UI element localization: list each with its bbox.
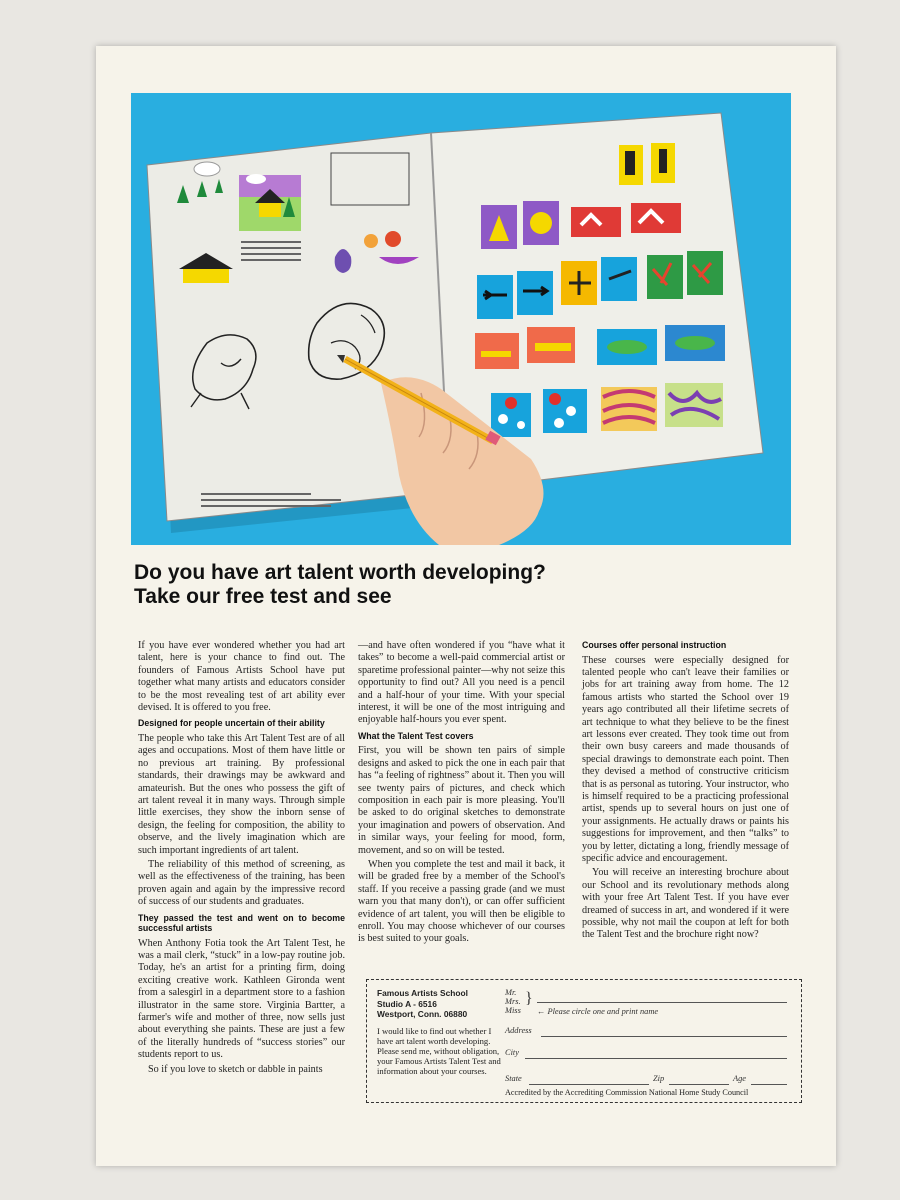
name-hint: ← Please circle one and print name xyxy=(537,1007,659,1016)
subheading: Courses offer personal instruction xyxy=(582,640,727,650)
column-2 xyxy=(358,640,565,948)
zip-label: Zip xyxy=(653,1074,665,1083)
subheading: What the Talent Test covers xyxy=(358,730,474,741)
headline-line2: Take our free test and see xyxy=(134,585,392,608)
state-field[interactable] xyxy=(529,1084,649,1085)
art-test-book-illustration xyxy=(131,93,791,545)
paragraph: These courses were especially designed for talented people who can't leave their families or jobs for art training away from home. The 12 famous artists who started the School over 19 years ago contributed all their lifetime secrets of art technique to what they believe to be the finest art lessons ever created. They took time out from their own busy careers and made thousands of special drawings to demonstrate each point. Then they devised a method of constructive criticism that is as personal as tutoring. Your instructor, who is himself required to be a practicing professional artist, spends up to several hours on just one of your assignments. He actually draws or paints his suggestions for improvement, and then “talks” to you by letter, dictating a long, friendly message of specific advice and encouragement. xyxy=(582,654,790,864)
paragraph: When Anthony Fotia took the Art Talent Test, he was a mail clerk, “stuck” in a low-pay routine job. Today, he's an artist for a printing firm, doing exciting creative work. Kathleen Gironda went from a salesgirl in a department store to a fashion illustrator in the same store. Virginia Bartter, a farmer's wife and mother of three, now sells just about everything she paints. These are just a few of the literally hundreds of “success stories” our students report to us. xyxy=(138,937,345,1061)
state-label: State xyxy=(505,1074,522,1083)
school-address xyxy=(377,988,505,1020)
paragraph: —and have often wondered if you “have what it takes” to become a well-paid commercial artist or sparetime professional painter—why not seize this opportunity to find out? All you need is a pencil and a half-hour of your time. With your special interest, it will be one of the most intriguing and enjoyable half-hours you ever spent. xyxy=(358,640,565,726)
paragraph: The reliability of this method of screening, as well as the effectiveness of the training, has been proven again and again by the impressive record of success of our students and graduates. xyxy=(138,859,345,908)
column-3 xyxy=(582,640,789,944)
magazine-back-cover xyxy=(96,46,836,1166)
school-name: Famous Artists School xyxy=(377,988,468,998)
headline-line1: Do you have art talent worth developing? xyxy=(134,561,546,584)
studio-code: Studio A - 6516 xyxy=(377,998,437,1009)
subheading: Designed for people uncertain of their ability xyxy=(138,718,325,729)
brace-symbol: } xyxy=(525,990,533,1007)
subheading: They passed the test and went on to become successful artists xyxy=(138,912,345,934)
name-hint-text: Please circle one and print name xyxy=(547,1007,659,1016)
paragraph: When you complete the test and mail it back, it will be graded free by a member of the School's staff. If you receive a passing grade (and we must warn you that many don't), or can offer sufficient evidence of art talent, you will then be eligible to enroll. You may choose whichever of our courses is best suited to your goals. xyxy=(358,859,565,945)
mail-in-coupon xyxy=(366,979,802,1103)
zip-field[interactable] xyxy=(669,1084,729,1085)
address-label: Address xyxy=(505,1026,532,1035)
paragraph: If you have ever wondered whether you had art talent, here is your chance to find out. The founders of Famous Artists School have put together what many artists and educators consider to be the most revealing test of art ability ever devised. It is offered to you free. xyxy=(138,640,345,714)
column-1 xyxy=(138,640,345,1078)
city-field[interactable] xyxy=(525,1058,787,1059)
name-field[interactable] xyxy=(537,1002,787,1003)
paragraph: You will receive an interesting brochure about our School and its revolutionary methods along with your free Art Talent Test. If you have ever dreamed of success in art, and wondered if it were possible, why not mail the coupon at left for both the Talent Test and the brochure right now? xyxy=(582,867,789,941)
age-field[interactable] xyxy=(751,1084,787,1085)
school-city: Westport, Conn. 06880 xyxy=(377,1009,468,1019)
address-field[interactable] xyxy=(541,1036,787,1037)
coupon-school-info xyxy=(377,988,505,1076)
city-label: City xyxy=(505,1048,519,1057)
hero-illustration xyxy=(131,93,791,545)
paragraph: The people who take this Art Talent Test are of all ages and occupations. Most of them have little or no previous art training. By professional standards, their drawings may be awkward and amateurish. But the ones who possess the gift of art talent reveal it in many ways. Through simple little exercises, they show the inborn sense of design, the feeling for composition, the ability to observe, and the lively imagination which are such important ingredients of art talent. xyxy=(138,732,345,856)
title-mr-label: Mr. xyxy=(505,988,517,997)
paragraph: So if you love to sketch or dabble in paints xyxy=(148,1063,323,1075)
title-mrs-label: Mrs. xyxy=(505,997,521,1006)
paragraph: First, you will be shown ten pairs of simple designs and asked to pick the one in each pair that has “a feeling of rightness” about it. Then you will see twenty pairs of pictures, and check which composition in each pair is more pleasing. You'll be asked to do original sketches to demonstrate your imagination and powers of observation. And in similar ways, your feeling for mood, form, movement, and so on will be tested. xyxy=(358,745,565,856)
headline xyxy=(134,561,814,609)
age-label: Age xyxy=(733,1074,747,1083)
coupon-request-text: I would like to find out whether I have art talent worth developing. Please send me, without obligation, your Famous Artists Talent Test and information about your courses. xyxy=(377,1025,501,1076)
title-miss-label: Miss xyxy=(505,1006,521,1015)
accreditation-note: Accredited by the Accrediting Commission National Home Study Council xyxy=(505,1088,749,1097)
